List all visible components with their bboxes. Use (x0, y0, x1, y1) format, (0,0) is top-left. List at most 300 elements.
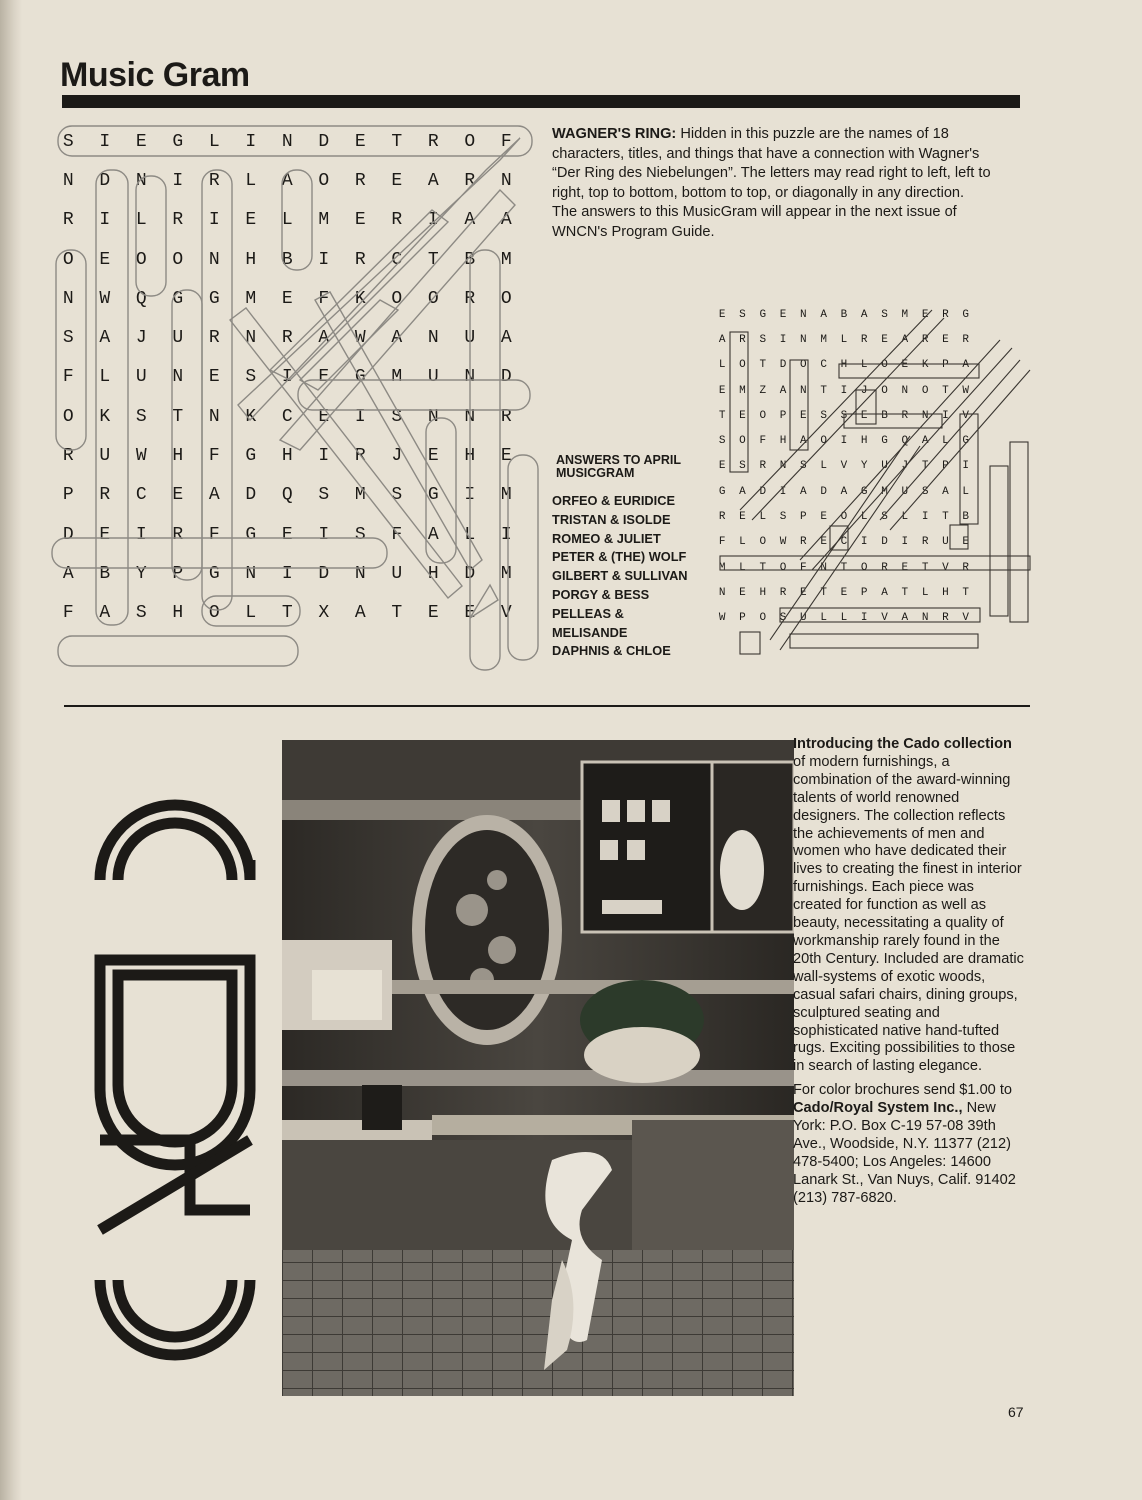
answer-grid-letter (976, 403, 996, 428)
answer-grid-letter: E (962, 536, 970, 549)
grid-letter: F (62, 367, 74, 388)
grid-letter: O (172, 249, 184, 270)
answer-grid-letter: A (800, 435, 807, 448)
answer-grid-letter: E (860, 409, 868, 422)
ad-body: of modern furnishings, a combination of the award-winning talents of world renowned designers. The collection reflects the achievements of men and women who have dedicated their lives to creating the finest in interior furnishings. Each piece was created for function as well as beauty, necessitating a quality of workmanship rarely found in the 20th Century. Included are dramatic wall-systems of exotic woods, casual safari chairs, dining groups, sculptured seating and sophisticated native hand-tufted rugs. Exciting possibilities to those in search of lasting elegance. (793, 753, 1024, 1075)
answer-grid-letter: P (779, 409, 787, 422)
answer-grid-letter: N (800, 333, 807, 346)
grid-letter: K (245, 406, 257, 427)
grid-letter: A (354, 603, 366, 624)
answer-grid-letter: A (901, 612, 909, 625)
answer-grid-letter: N (901, 384, 909, 397)
answer-grid-letter: E (881, 333, 888, 346)
answer-grid-letter: R (962, 333, 970, 346)
answer-grid-letter (996, 530, 1016, 555)
grid-letter: E (391, 170, 403, 191)
puzzle-title: WAGNER'S RING: (552, 126, 677, 142)
grid-letter: F (318, 288, 330, 309)
grid-letter: X (318, 603, 330, 624)
grid-letter: A (99, 603, 111, 624)
answer-grid-letter (976, 479, 996, 504)
word-search-grid (50, 122, 525, 633)
answer-grid-letter: G (881, 435, 888, 448)
answer-grid-letter: G (860, 485, 868, 498)
answer-grid-letter: E (901, 561, 909, 574)
page-title: Music Gram (60, 56, 250, 94)
answer-grid-letter (976, 504, 996, 529)
answer-grid-letter: G (962, 435, 970, 448)
answer-grid-letter: E (942, 333, 949, 346)
answer-grid-letter: A (840, 485, 848, 498)
answer-grid-letter: T (840, 561, 848, 574)
grid-letter: F (208, 524, 220, 545)
grid-letter: I (318, 446, 330, 467)
grid-letter: O (62, 249, 74, 270)
grid-letter: E (172, 485, 184, 506)
grid-letter: S (354, 524, 366, 545)
grid-letter: O (318, 170, 330, 191)
answer-grid-letter: R (800, 536, 807, 549)
answer-grid-letter: B (881, 409, 888, 422)
answer-grid-letter: L (718, 359, 726, 372)
answer-grid-letter: J (860, 384, 868, 397)
grid-letter: N (354, 563, 366, 584)
grid-letter: I (464, 485, 476, 506)
answer-grid-letter: N (718, 586, 726, 599)
grid-letter: R (354, 249, 366, 270)
answer-grid-letter: E (718, 384, 726, 397)
answer-grid-letter: R (779, 586, 787, 599)
grid-letter: N (427, 406, 439, 427)
answer-grid-letter: I (840, 384, 848, 397)
answer-grid-letter: S (881, 308, 888, 321)
answer-grid-letter: S (840, 409, 848, 422)
answer-grid-letter: N (921, 612, 929, 625)
answer-item: ROMEO & JULIET (552, 530, 661, 546)
grid-letter: H (172, 446, 184, 467)
grid-letter: I (245, 131, 257, 152)
answer-grid-letter (976, 606, 996, 631)
grid-letter: N (245, 328, 257, 349)
grid-letter: R (354, 170, 366, 191)
cado-logo (80, 760, 270, 1390)
answer-grid-letter: R (881, 561, 888, 574)
grid-letter: S (391, 406, 403, 427)
grid-letter: S (62, 131, 74, 152)
answer-grid-letter (996, 327, 1016, 352)
answer-grid-letter: T (962, 586, 970, 599)
answer-grid-letter (996, 302, 1016, 327)
grid-letter: R (208, 328, 220, 349)
answer-item: PETER & (THE) WOLF (552, 549, 687, 565)
grid-letter: L (245, 603, 257, 624)
answer-grid-letter: I (921, 511, 929, 524)
answer-grid-letter: O (739, 359, 746, 372)
answer-grid-letter: R (860, 333, 868, 346)
answer-grid-letter: S (779, 511, 787, 524)
answer-grid-letter: R (921, 333, 929, 346)
answer-grid-letter: O (800, 359, 807, 372)
answer-grid-letter: F (800, 561, 807, 574)
grid-letter: I (500, 524, 512, 545)
answer-grid-letter: V (962, 409, 970, 422)
answer-grid-letter: E (779, 308, 787, 321)
grid-letter: K (354, 288, 366, 309)
answer-item: TRISTAN & ISOLDE (552, 511, 671, 527)
grid-letter: H (427, 563, 439, 584)
ad-contact (793, 1082, 1025, 1207)
grid-letter: P (172, 563, 184, 584)
answer-item: PORGY & BESS (552, 586, 650, 602)
answer-grid-letter: L (739, 536, 746, 549)
answer-grid-letter: J (901, 460, 909, 473)
answer-grid-letter: Q (901, 435, 909, 448)
grid-letter: D (318, 131, 330, 152)
grid-letter: N (135, 170, 147, 191)
answer-grid-letter: A (860, 308, 868, 321)
grid-letter: F (500, 131, 512, 152)
grid-letter: R (464, 170, 476, 191)
answer-grid-letter: L (820, 460, 827, 473)
grid-letter: N (464, 367, 476, 388)
answer-grid-letter: R (942, 308, 949, 321)
answer-item: MELISANDE (552, 624, 628, 640)
puzzle-instructions (552, 125, 992, 243)
grid-letter: U (391, 563, 403, 584)
answer-grid-letter: E (739, 511, 746, 524)
answer-grid-letter: E (739, 586, 746, 599)
grid-letter: U (427, 367, 439, 388)
answer-grid-letter: B (962, 511, 970, 524)
grid-letter: U (99, 446, 111, 467)
answer-grid-letter: S (718, 435, 726, 448)
answer-grid-letter: N (800, 384, 807, 397)
answer-grid-letter: D (779, 359, 787, 372)
grid-letter: E (354, 210, 366, 231)
answer-grid-letter: V (942, 561, 949, 574)
answer-grid-letter (996, 479, 1016, 504)
grid-letter: N (281, 131, 293, 152)
grid-letter: R (172, 210, 184, 231)
grid-letter: A (391, 328, 403, 349)
answer-grid-letter (996, 403, 1016, 428)
answer-grid-letter: T (942, 511, 949, 524)
grid-letter: E (208, 367, 220, 388)
answer-grid-letter: P (739, 612, 746, 625)
grid-letter: D (318, 563, 330, 584)
answer-grid-letter: O (759, 536, 767, 549)
grid-letter: R (281, 328, 293, 349)
grid-letter: S (318, 485, 330, 506)
answer-grid-letter: T (921, 460, 929, 473)
answer-grid-letter: L (860, 359, 868, 372)
answer-grid-letter: R (962, 561, 970, 574)
grid-letter: S (245, 367, 257, 388)
grid-letter: R (62, 446, 74, 467)
grid-letter: S (135, 603, 147, 624)
answer-grid-letter: G (718, 485, 726, 498)
answer-grid-letter: B (840, 308, 848, 321)
answer-grid-letter: O (739, 435, 746, 448)
answer-grid-letter: T (921, 561, 929, 574)
answer-grid-letter: T (820, 586, 827, 599)
answer-grid-letter: L (962, 485, 970, 498)
answer-grid-letter (976, 428, 996, 453)
answer-grid-letter: N (921, 409, 929, 422)
grid-letter: E (427, 446, 439, 467)
grid-letter: I (318, 249, 330, 270)
grid-letter: M (391, 367, 403, 388)
grid-letter: U (172, 328, 184, 349)
answer-grid-letter: E (820, 536, 827, 549)
grid-letter: M (354, 485, 366, 506)
grid-letter: I (281, 563, 293, 584)
answer-grid-letter: E (800, 586, 807, 599)
grid-letter: L (99, 367, 111, 388)
grid-letter: I (135, 524, 147, 545)
answer-grid-letter: S (759, 333, 767, 346)
answer-grid-letter: W (962, 384, 970, 397)
grid-letter: A (464, 210, 476, 231)
grid-letter: G (427, 485, 439, 506)
grid-letter: G (172, 131, 184, 152)
answer-grid-letter: C (840, 536, 848, 549)
grid-letter: G (208, 288, 220, 309)
grid-letter: N (172, 367, 184, 388)
answer-grid-letter: F (718, 536, 726, 549)
grid-letter: U (135, 367, 147, 388)
grid-letter: E (318, 367, 330, 388)
answer-grid-letter: T (759, 561, 767, 574)
answer-grid-letter: O (881, 384, 888, 397)
answer-grid-letter: U (942, 536, 949, 549)
grid-letter: D (500, 367, 512, 388)
answer-grid-letter (996, 353, 1016, 378)
answer-grid-letter: M (739, 384, 746, 397)
grid-letter: U (464, 328, 476, 349)
grid-letter: R (500, 406, 512, 427)
answer-grid-letter (976, 302, 996, 327)
answer-grid-letter: I (860, 612, 868, 625)
grid-letter: L (208, 131, 220, 152)
answer-grid-letter: S (779, 612, 787, 625)
grid-letter: A (427, 170, 439, 191)
answer-grid-letter: K (921, 359, 929, 372)
answer-grid-letter: L (901, 511, 909, 524)
answer-grid-letter: W (779, 536, 787, 549)
answer-grid-letter: M (820, 333, 827, 346)
answer-grid-letter: T (759, 359, 767, 372)
grid-letter: H (281, 446, 293, 467)
answer-grid-letter (976, 378, 996, 403)
answer-grid-letter: A (921, 435, 929, 448)
grid-letter: L (245, 170, 257, 191)
grid-letter: T (391, 131, 403, 152)
answer-grid-letter: A (820, 308, 827, 321)
grid-letter: N (245, 563, 257, 584)
answer-grid-letter: G (759, 308, 767, 321)
grid-letter: A (318, 328, 330, 349)
answer-grid-letter: F (759, 435, 767, 448)
title-rule (62, 95, 1020, 108)
grid-letter: N (62, 288, 74, 309)
answer-grid-letter: E (921, 308, 929, 321)
answer-grid-letter (976, 454, 996, 479)
answer-grid-letter: D (759, 485, 767, 498)
answer-grid-letter: T (718, 409, 726, 422)
grid-letter: N (500, 170, 512, 191)
answer-grid-letter: P (942, 359, 949, 372)
answer-grid-letter: S (881, 511, 888, 524)
answer-grid-letter: O (840, 511, 848, 524)
answer-grid-letter: R (739, 333, 746, 346)
answer-grid-letter: H (779, 435, 787, 448)
answer-grid-letter: V (881, 612, 888, 625)
grid-letter: M (318, 210, 330, 231)
answer-item: DAPHNIS & CHLOE (552, 643, 671, 659)
grid-letter: K (99, 406, 111, 427)
grid-letter: E (500, 446, 512, 467)
answer-grid-letter: E (718, 308, 726, 321)
grid-letter: E (99, 524, 111, 545)
grid-letter: O (464, 131, 476, 152)
answer-grid-letter: D (820, 485, 827, 498)
page-number: 67 (1008, 1404, 1024, 1420)
answer-grid-letter: S (739, 460, 746, 473)
answer-grid-letter: R (921, 536, 929, 549)
grid-letter: E (427, 603, 439, 624)
answer-grid-letter: S (800, 460, 807, 473)
grid-letter: A (208, 485, 220, 506)
grid-letter: A (427, 524, 439, 545)
grid-letter: N (464, 406, 476, 427)
grid-letter: R (99, 485, 111, 506)
grid-letter: M (500, 563, 512, 584)
answer-grid-letter: O (759, 612, 767, 625)
grid-letter: E (281, 288, 293, 309)
grid-letter: E (135, 131, 147, 152)
grid-letter: B (99, 563, 111, 584)
answer-grid-letter: A (942, 485, 949, 498)
answer-grid-letter (996, 504, 1016, 529)
grid-letter: N (208, 406, 220, 427)
answer-grid-letter: I (901, 536, 909, 549)
answer-grid-letter: I (962, 460, 970, 473)
answer-grid-letter: M (901, 308, 909, 321)
answer-grid-letter: H (942, 586, 949, 599)
grid-letter: G (245, 524, 257, 545)
answer-grid-letter: G (962, 308, 970, 321)
grid-letter: A (500, 328, 512, 349)
answer-grid-letter: U (901, 485, 909, 498)
answer-grid-letter: A (962, 359, 970, 372)
puzzle-instructions-text: Hidden in this puzzle are the names of 18 characters, titles, and things that have a connection with Wagner's “Der Ring des Niebelungen”. The letters may read right to left, left to right, top to bottom, bottom to top, or diagonally in any direction. The answers to this MusicGram will appear in the next issue of WNCN's Program Guide. (552, 126, 991, 240)
answer-grid-letter: L (820, 612, 827, 625)
grid-letter: H (464, 446, 476, 467)
answer-grid-letter (976, 580, 996, 605)
answer-grid-letter: U (800, 612, 807, 625)
answer-grid-letter: L (840, 612, 848, 625)
answer-grid-letter: I (779, 333, 787, 346)
grid-letter: M (500, 485, 512, 506)
grid-letter: W (135, 446, 147, 467)
answer-grid-letter: P (860, 586, 868, 599)
grid-letter: I (318, 524, 330, 545)
answer-grid-letter: T (901, 586, 909, 599)
grid-letter: B (464, 249, 476, 270)
grid-letter: W (354, 328, 366, 349)
grid-letter: M (500, 249, 512, 270)
answer-grid-letter: H (759, 586, 767, 599)
answer-item: GILBERT & SULLIVAN (552, 568, 688, 584)
answer-grid-letter (996, 606, 1016, 631)
grid-letter: I (427, 210, 439, 231)
answer-grid-letter: V (840, 460, 848, 473)
grid-letter: O (427, 288, 439, 309)
answer-grid-letter: I (942, 409, 949, 422)
grid-letter: I (172, 170, 184, 191)
answer-grid-letter: E (718, 460, 726, 473)
grid-letter: I (354, 406, 366, 427)
grid-letter: D (99, 170, 111, 191)
grid-letter: W (99, 288, 111, 309)
grid-letter: D (245, 485, 257, 506)
answer-grid-letter: R (759, 460, 767, 473)
grid-letter: N (208, 249, 220, 270)
answer-grid-letter: L (759, 511, 767, 524)
answer-item: ORFEO & EURIDICE (552, 493, 676, 508)
grid-letter: E (281, 524, 293, 545)
answers-list (552, 492, 722, 661)
grid-letter: I (281, 367, 293, 388)
answer-grid-letter: S (921, 485, 929, 498)
grid-letter: F (208, 446, 220, 467)
answer-grid-letter: M (718, 561, 726, 574)
answer-grid-letter: W (718, 612, 726, 625)
grid-letter: H (245, 249, 257, 270)
answer-grid-letter: I (779, 485, 787, 498)
grid-letter: D (62, 524, 74, 545)
section-divider (64, 705, 1030, 707)
grid-letter: G (354, 367, 366, 388)
grid-letter: T (172, 406, 184, 427)
grid-letter: R (391, 210, 403, 231)
answer-grid-letter: O (921, 384, 929, 397)
grid-letter: R (172, 524, 184, 545)
grid-letter: P (62, 485, 74, 506)
answer-grid-letter: R (901, 409, 909, 422)
answers-heading: ANSWERS TO APRIL MUSICGRAM (556, 453, 681, 480)
ad-company: Cado/Royal System Inc., (793, 1100, 963, 1117)
answer-grid-letter (996, 428, 1016, 453)
grid-letter: I (99, 131, 111, 152)
grid-letter: T (391, 603, 403, 624)
grid-letter: Q (135, 288, 147, 309)
grid-letter: S (62, 328, 74, 349)
answer-grid-letter (996, 555, 1016, 580)
grid-letter: O (500, 288, 512, 309)
grid-letter: A (281, 170, 293, 191)
answer-grid-letter (976, 530, 996, 555)
grid-letter: O (62, 406, 74, 427)
grid-letter: F (391, 524, 403, 545)
answer-grid-letter (976, 353, 996, 378)
answer-grid-letter: O (860, 561, 868, 574)
grid-letter: R (464, 288, 476, 309)
grid-letter: Y (135, 563, 147, 584)
grid-letter: L (281, 210, 293, 231)
grid-letter: H (172, 603, 184, 624)
